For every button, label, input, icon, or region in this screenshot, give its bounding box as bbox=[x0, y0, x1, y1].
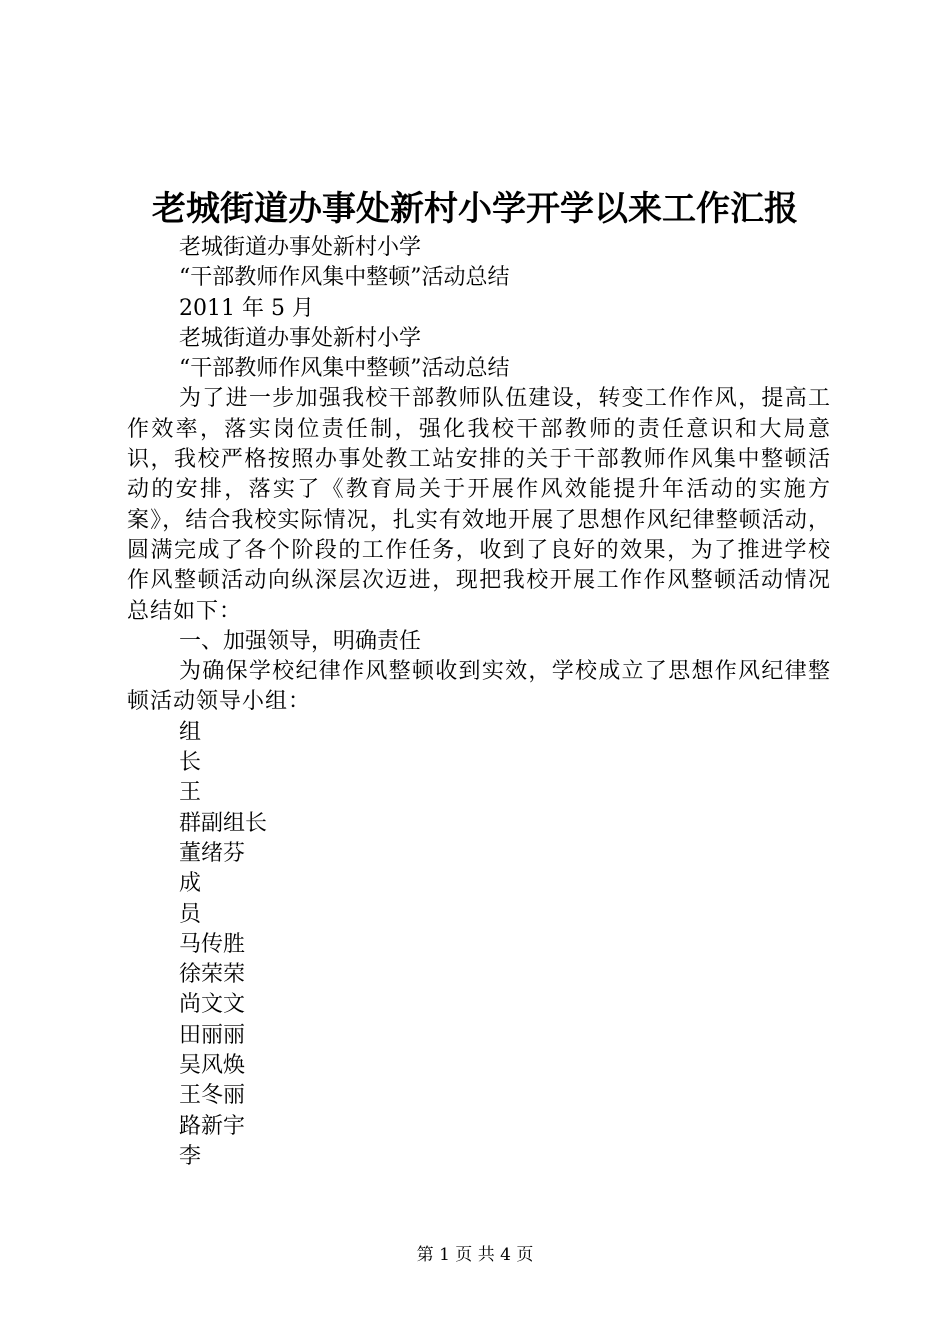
section-heading: 一、加强领导，明确责任 bbox=[179, 628, 422, 654]
page-number-footer: 第 1 页 共 4 页 bbox=[416, 1245, 534, 1265]
list-item: 王 bbox=[179, 780, 202, 806]
paragraph-leadership: 为确保学校纪律作风整顿收到实效，学校成立了思想作风纪律整顿活动领导小组： bbox=[127, 659, 831, 715]
header-line: “干部教师作风集中整顿”活动总结 bbox=[179, 356, 510, 382]
list-item: 成 bbox=[179, 871, 202, 897]
list-item: 组 bbox=[179, 719, 202, 745]
header-line: 老城街道办事处新村小学 bbox=[179, 325, 422, 351]
list-item: 李 bbox=[179, 1143, 202, 1169]
header-line: 2011 年 5 月 bbox=[179, 295, 314, 321]
document-body bbox=[127, 233, 831, 1172]
list-item: 王冬丽 bbox=[179, 1083, 246, 1109]
paragraph-intro: 为了进一步加强我校干部教师队伍建设，转变工作作风，提高工作效率，落实岗位责任制，强化我校干部教师的责任意识和大局意识，我校严格按照办事处教工站安排的关于干部教师作风集中整顿活动的安排，落实了《教育局关于开展作风效能提升年活动的实施方案》，结合我校实际情况，扎实有效地开展了思想作风纪律整顿活动，圆满完成了各个阶段的工作任务，收到了良好的效果，为了推进学校作风整顿活动向纵深层次迈进，现把我校开展工作作风整顿活动情况总结如下： bbox=[127, 386, 831, 624]
list-item: 马传胜 bbox=[179, 931, 246, 957]
list-item: 群副组长 bbox=[179, 810, 268, 836]
list-item: 员 bbox=[179, 901, 202, 927]
list-item: 田丽丽 bbox=[179, 1022, 246, 1048]
list-item: 吴风焕 bbox=[179, 1053, 246, 1079]
list-item: 尚文文 bbox=[179, 992, 246, 1018]
list-item: 徐荣荣 bbox=[179, 962, 246, 988]
list-item: 董绪芬 bbox=[179, 840, 246, 866]
list-item: 长 bbox=[179, 750, 202, 776]
list-item: 路新宇 bbox=[179, 1113, 246, 1139]
header-line: “干部教师作风集中整顿”活动总结 bbox=[179, 265, 510, 291]
document-title: 老城街道办事处新村小学开学以来工作汇报 bbox=[152, 189, 798, 229]
leadership-list bbox=[127, 718, 831, 1172]
header-line: 老城街道办事处新村小学 bbox=[179, 235, 422, 260]
